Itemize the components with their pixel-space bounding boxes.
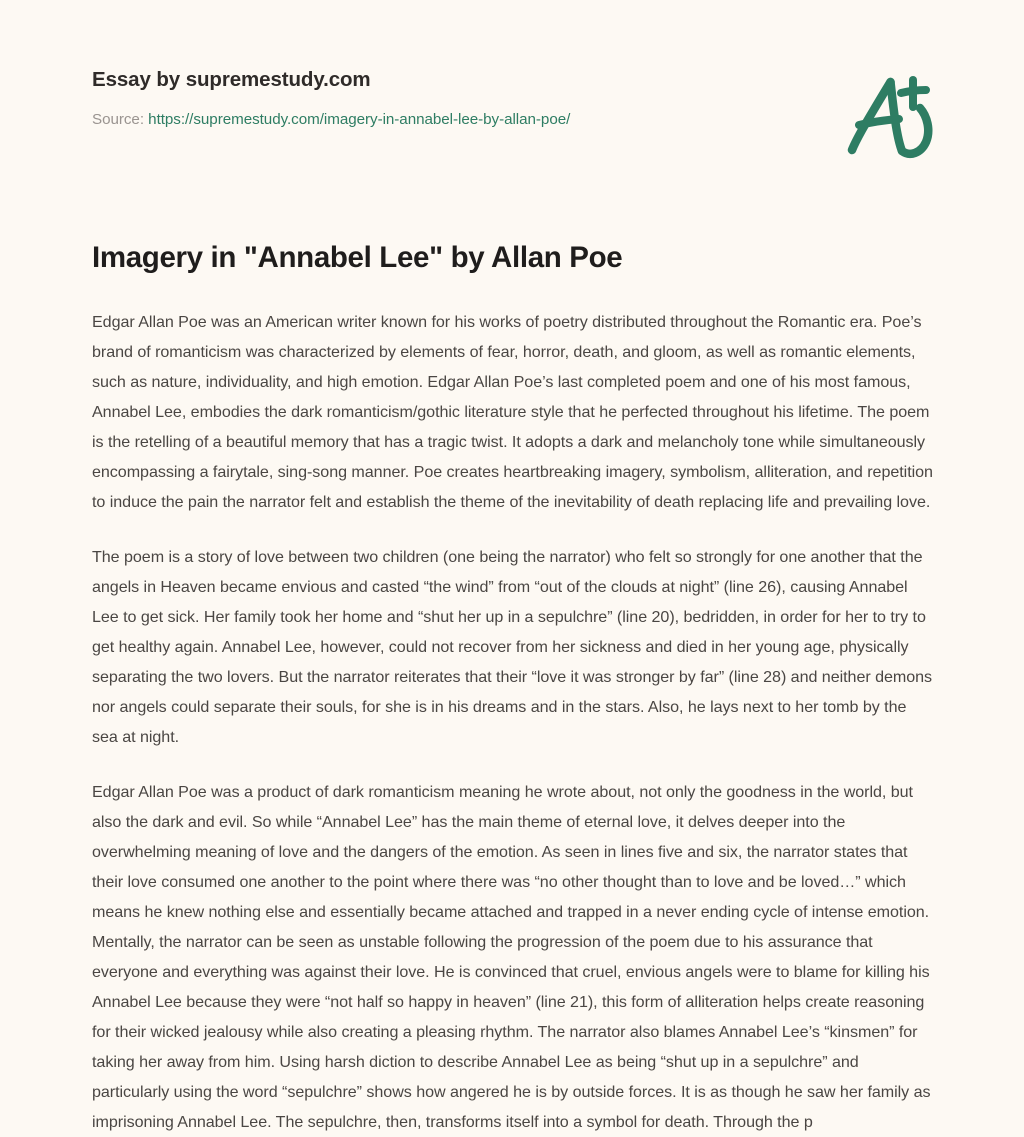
article-body	[92, 307, 934, 1137]
page-header	[92, 60, 932, 180]
article-paragraph: Edgar Allan Poe was a product of dark romanticism meaning he wrote about, not only the goodness in the world, but also the dark and evil. So while “Annabel Lee” has the main theme of eternal love, it delves deeper into the overwhelming meaning of love and the dangers of the emotion. As seen in lines five and six, the narrator states that their love consumed one another to the point where there was “no other thought than to love and be loved…” which means he knew nothing else and essentially became attached and trapped in a never ending cycle of intense emotion. Mentally, the narrator can be seen as unstable following the progression of the poem due to his assurance that everyone and everything was against their love. He is convinced that cruel, envious angels were to blame for killing his Annabel Lee because they were “not half so happy in heaven” (line 21), this form of alliteration helps create reasoning for their wicked jealousy while also creating a pleasing rhythm. The narrator also blames Annabel Lee’s “kinsmen” for taking her away from him. Using harsh diction to describe Annabel Lee as being “shut up in a sepulchre” and particularly using the word “sepulchre” shows how angered he is by outside forces. It is as though he saw her family as imprisoning Annabel Lee. The sepulchre, then, transforms itself into a symbol for death. Through the p	[92, 783, 931, 1131]
source-line	[92, 94, 932, 130]
a-plus-logo[interactable]	[828, 58, 948, 178]
article-paragraph: Edgar Allan Poe was an American writer known for his works of poetry distributed throughout the Romantic era. Poe’s brand of romanticism was characterized by elements of fear, horror, death, and gloom, as well as romantic elements, such as nature, individuality, and high emotion. Edgar Allan Poe’s last completed poem and one of his most famous, Annabel Lee, embodies the dark romanticism/gothic literature style that he perfected throughout his lifetime. The poem is the retelling of a beautiful memory that has a tragic twist. It adopts a dark and melancholy tone while simultaneously encompassing a fairytale, sing-song manner. Poe creates heartbreaking imagery, symbolism, alliteration, and repetition to induce the pain the narrator felt and establish the theme of the inevitability of death replacing life and prevailing love.	[92, 313, 933, 511]
brand-title: Essay by supremestudy.com	[92, 68, 371, 91]
article-paragraph: The poem is a story of love between two children (one being the narrator) who felt so strongly for one another that the angels in Heaven became envious and casted “the wind” from “out of the clouds at night” (line 26), causing Annabel Lee to get sick. Her family took her home and “shut her up in a sepulchre” (line 20), bedridden, in order for her to try to get healthy again. Annabel Lee, however, could not recover from her sickness and died in her young age, physically separating the two lovers. But the narrator reiterates that their “love it was stronger by far” (line 28) and neither demons nor angels could separate their souls, for she is in his dreams and in the stars. Also, he lays next to her tomb by the sea at night.	[92, 548, 933, 746]
source-label: Source:	[92, 111, 149, 128]
source-url-link[interactable]: https://supremestudy.com/imagery-in-annabel-lee-by-allan-poe/	[148, 111, 571, 128]
page-title: Imagery in "Annabel Lee" by Allan Poe	[92, 241, 623, 274]
article	[92, 238, 934, 1137]
